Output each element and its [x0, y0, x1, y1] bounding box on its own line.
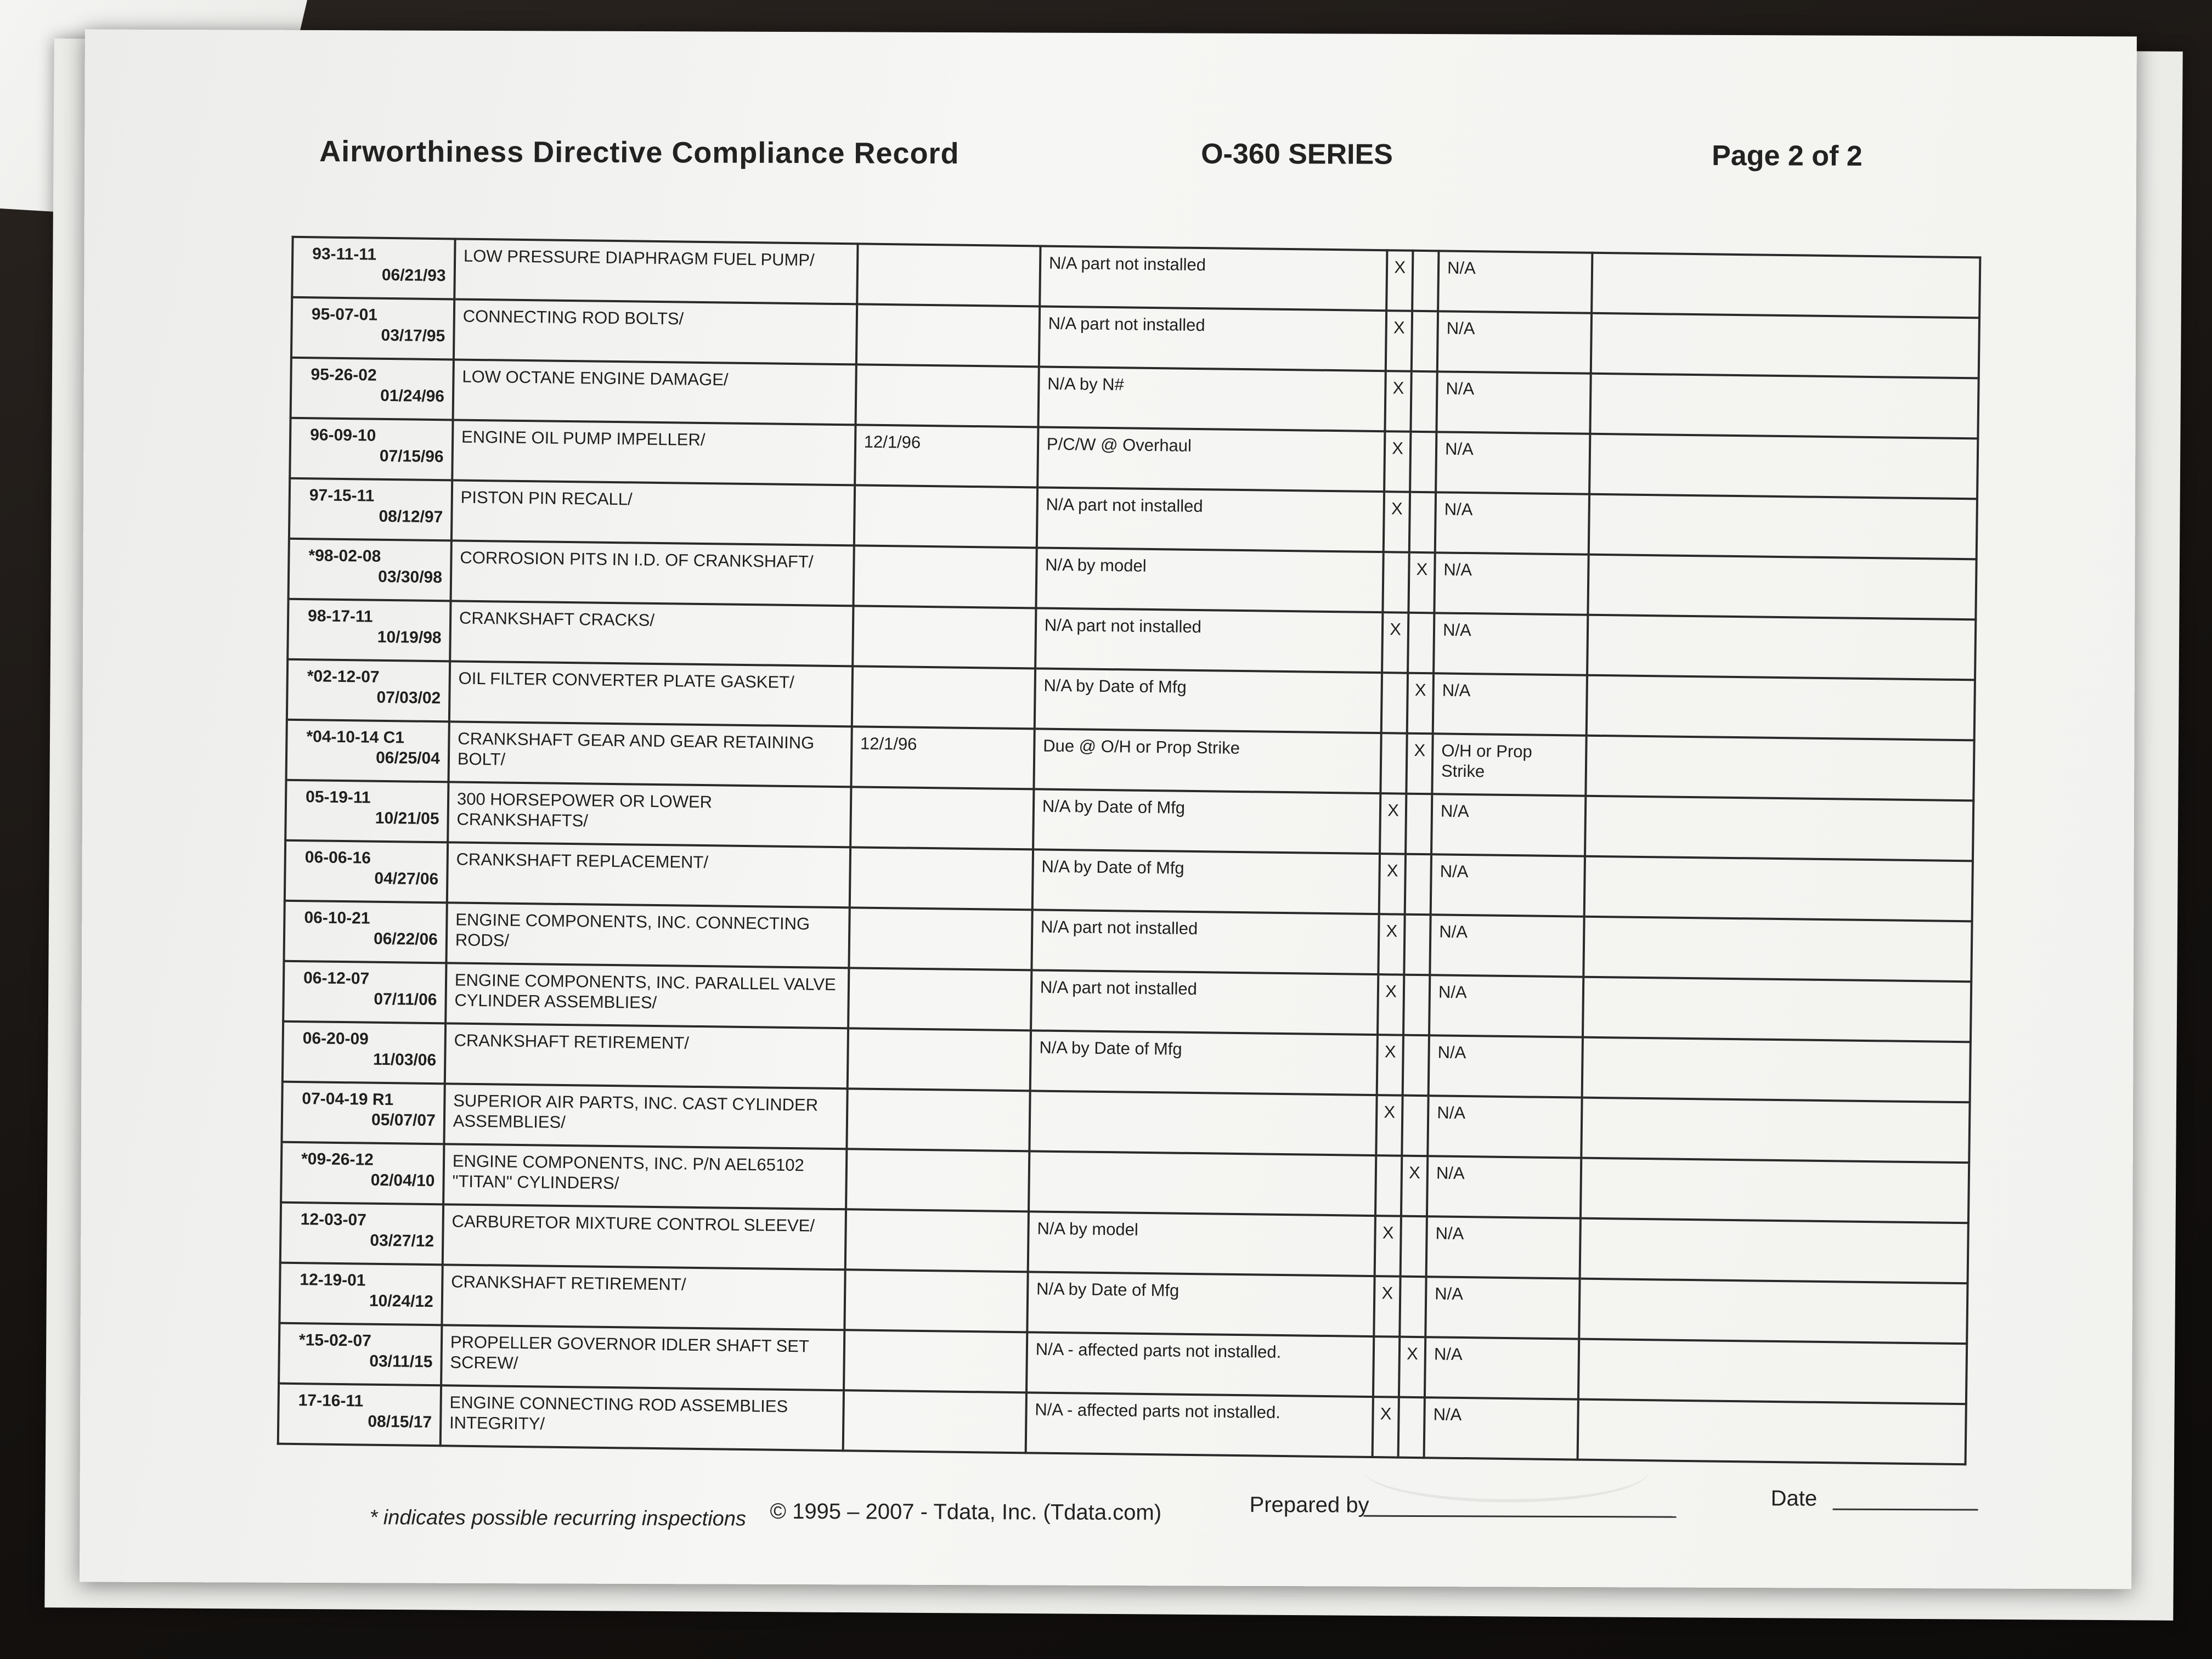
recurring-footnote: * indicates possible recurring inspections [369, 1506, 747, 1531]
one-time-check: X [1386, 250, 1413, 311]
ad-number: 06-10-21 [304, 909, 370, 928]
ad-number-cell [285, 780, 448, 843]
signature-cell [1578, 1339, 1967, 1404]
ad-effective-date: 10/19/98 [377, 628, 442, 647]
compliance-date [853, 545, 1037, 608]
compliance-method: N/A part not installed [1035, 608, 1383, 673]
recurring-check [1412, 251, 1438, 312]
compliance-method [1029, 1091, 1377, 1155]
one-time-check [1380, 733, 1407, 794]
ad-description: CRANKSHAFT REPLACEMENT/ [447, 842, 850, 907]
next-due: N/A [1434, 613, 1588, 675]
ad-description: SUPERIOR AIR PARTS, INC. CAST CYLINDER ASSEMBLIES/ [444, 1084, 847, 1149]
document-title: Airworthiness Directive Compliance Record [319, 134, 960, 171]
one-time-check: X [1378, 974, 1404, 1035]
compliance-date [849, 847, 1033, 910]
signature-cell [1585, 736, 1974, 801]
compliance-method: N/A by Date of Mfg [1030, 1030, 1378, 1095]
signature-cell [1589, 494, 1977, 560]
compliance-method: N/A part not installed [1031, 910, 1379, 974]
signature-cell [1577, 1400, 1966, 1465]
next-due: N/A [1427, 1156, 1581, 1218]
ad-effective-date: 01/24/96 [380, 386, 445, 406]
compliance-method: P/C/W @ Overhaul [1037, 427, 1385, 492]
ad-number: 96-09-10 [310, 426, 376, 445]
signature-cell [1584, 856, 1973, 922]
signature-cell [1592, 253, 1980, 318]
ad-number: 95-07-01 [311, 305, 378, 324]
compliance-date [856, 304, 1040, 366]
recurring-check [1411, 371, 1437, 432]
next-due: N/A [1425, 1337, 1579, 1399]
recurring-check [1401, 1216, 1427, 1277]
ad-description: CRANKSHAFT RETIREMENT/ [442, 1265, 845, 1330]
next-due: N/A [1438, 251, 1592, 313]
compliance-method: N/A part not installed [1040, 246, 1387, 311]
ad-number: 07-04-19 R1 [302, 1090, 394, 1109]
compliance-method: N/A by Date of Mfg [1027, 1272, 1375, 1336]
signature-cell [1590, 374, 1978, 439]
ad-effective-date: 02/04/10 [370, 1171, 435, 1190]
next-due: N/A [1429, 1035, 1583, 1097]
compliance-method: N/A by model [1028, 1211, 1375, 1276]
ad-number: *15-02-07 [298, 1331, 372, 1350]
next-due: N/A [1433, 673, 1587, 735]
compliance-method: N/A - affected parts not installed. [1025, 1392, 1373, 1457]
recurring-check [1412, 311, 1438, 372]
compliance-date [846, 1149, 1030, 1211]
compliance-method: N/A by Date of Mfg [1035, 668, 1383, 733]
ad-effective-date: 11/03/06 [373, 1050, 437, 1070]
document-sheet [80, 29, 2137, 1589]
ad-number: 93-11-11 [312, 245, 377, 264]
one-time-check [1375, 1155, 1402, 1216]
ad-effective-date: 05/07/07 [371, 1110, 436, 1130]
ad-number: 12-19-01 [300, 1271, 366, 1290]
ad-description: ENGINE COMPONENTS, INC. PARALLEL VALVE CYLINDER ASSEMBLIES/ [445, 963, 849, 1028]
signature-cell [1588, 555, 1976, 620]
ad-effective-date: 10/21/05 [375, 809, 439, 828]
compliance-date [849, 907, 1032, 970]
signature-cell [1582, 1037, 1971, 1103]
ad-number: 95-26-02 [311, 365, 377, 385]
compliance-date [853, 606, 1036, 668]
recurring-check [1409, 492, 1436, 553]
ad-effective-date: 06/25/04 [375, 748, 441, 768]
compliance-method: N/A by Date of Mfg [1033, 789, 1381, 854]
ad-number: *09-26-12 [301, 1150, 374, 1169]
recurring-check: X [1406, 733, 1432, 794]
compliance-method: N/A part not installed [1039, 306, 1387, 371]
next-due: N/A [1437, 311, 1592, 373]
ad-description: CORROSION PITS IN I.D. OF CRANKSHAFT/ [450, 540, 854, 606]
compliance-date [847, 1028, 1031, 1091]
compliance-method: N/A - affected parts not installed. [1026, 1332, 1374, 1397]
one-time-check [1373, 1336, 1400, 1397]
prepared-by-label: Prepared by [1249, 1492, 1369, 1517]
date-label: Date [1770, 1486, 1818, 1511]
ad-effective-date: 03/30/98 [377, 567, 443, 587]
ad-description: OIL FILTER CONVERTER PLATE GASKET/ [449, 661, 853, 726]
ad-effective-date: 08/15/17 [368, 1412, 432, 1432]
ad-effective-date: 07/03/02 [376, 688, 441, 708]
one-time-check: X [1384, 492, 1410, 552]
ad-number-cell [279, 1323, 442, 1386]
compliance-date [850, 787, 1034, 849]
ad-description: 300 HORSEPOWER OR LOWER CRANKSHAFTS/ [448, 782, 851, 847]
ad-description: ENGINE CONNECTING ROD ASSEMBLIES INTEGRITY/ [441, 1385, 844, 1451]
ad-description: CARBURETOR MIXTURE CONTROL SLEEVE/ [443, 1204, 846, 1269]
ad-number: *04-10-14 C1 [306, 727, 405, 747]
next-due: N/A [1434, 552, 1588, 614]
next-due: N/A [1425, 1277, 1579, 1339]
ad-description: ENGINE COMPONENTS, INC. P/N AEL65102 "TITAN" CYLINDERS/ [443, 1144, 847, 1209]
ad-number: 06-06-16 [304, 848, 371, 867]
page-number: Page 2 of 2 [1712, 139, 1863, 172]
recurring-check: X [1401, 1156, 1427, 1217]
ad-number-cell [278, 1384, 441, 1446]
recurring-check [1404, 915, 1430, 975]
one-time-check [1381, 673, 1408, 733]
compliance-date [857, 244, 1041, 306]
recurring-check: X [1408, 552, 1435, 613]
compliance-method: N/A part not installed [1031, 970, 1379, 1035]
ad-number-cell [283, 961, 446, 1024]
signature-show-through [1364, 1438, 1649, 1503]
ad-effective-date: 07/15/96 [379, 447, 444, 466]
next-due: N/A [1436, 371, 1590, 433]
ad-number: *02-12-07 [307, 667, 380, 686]
ad-number-cell [280, 1203, 443, 1265]
next-due: N/A [1426, 1216, 1581, 1278]
ad-effective-date: 03/11/15 [369, 1352, 433, 1372]
ad-number-cell [286, 720, 449, 782]
ad-description: LOW PRESSURE DIAPHRAGM FUEL PUMP/ [454, 239, 857, 304]
ad-number-cell [287, 599, 450, 662]
one-time-check: X [1382, 612, 1408, 673]
ad-number-cell [289, 478, 452, 541]
ad-description: CRANKSHAFT CRACKS/ [450, 601, 853, 666]
ad-effective-date: 06/21/93 [381, 266, 446, 285]
compliance-method: Due @ O/H or Prop Strike [1034, 729, 1381, 793]
signature-cell [1581, 1098, 1970, 1163]
one-time-check: X [1377, 1035, 1403, 1096]
prepared-by-line [1364, 1515, 1677, 1518]
recurring-check [1406, 794, 1432, 855]
one-time-check: X [1375, 1216, 1401, 1277]
ad-number: 98-17-11 [307, 607, 373, 626]
next-due: N/A [1436, 432, 1590, 494]
signature-cell [1587, 675, 1975, 741]
signature-cell [1587, 615, 1976, 680]
ad-number: 17-16-11 [298, 1391, 364, 1410]
ad-effective-date: 03/27/12 [370, 1231, 435, 1251]
ad-effective-date: 03/17/95 [381, 326, 445, 346]
signature-cell [1591, 313, 1979, 379]
ad-number-cell [281, 1082, 444, 1144]
one-time-check: X [1386, 311, 1412, 371]
ad-number-cell [291, 358, 454, 420]
compliance-date [847, 1088, 1030, 1151]
ad-number-cell [292, 237, 455, 300]
signature-cell [1585, 796, 1973, 861]
recurring-check [1405, 854, 1431, 915]
compliance-date [844, 1269, 1028, 1332]
one-time-check: X [1384, 431, 1410, 492]
ad-number-cell [291, 297, 454, 360]
ad-number-cell [281, 1142, 444, 1205]
compliance-date: 12/1/96 [851, 726, 1035, 789]
compliance-date [854, 485, 1037, 548]
ad-number-cell [284, 901, 447, 963]
compliance-date [843, 1390, 1026, 1453]
ad-effective-date: 07/11/06 [374, 990, 437, 1009]
ad-number: 06-12-07 [303, 969, 370, 988]
one-time-check [1383, 552, 1409, 613]
compliance-method: N/A by Date of Mfg [1032, 849, 1380, 914]
series-title: O-360 SERIES [1201, 138, 1393, 171]
recurring-check [1402, 1096, 1428, 1156]
signature-cell [1589, 434, 1978, 499]
ad-number-cell [290, 418, 453, 481]
ad-number-cell [287, 659, 450, 722]
next-due: N/A [1435, 492, 1589, 554]
ad-number-cell [289, 539, 452, 601]
compliance-date: 12/1/96 [855, 425, 1039, 487]
recurring-check [1410, 432, 1436, 493]
next-due: N/A [1427, 1096, 1582, 1158]
one-time-check: X [1385, 371, 1412, 432]
recurring-check [1403, 1035, 1429, 1096]
next-due: N/A [1431, 794, 1585, 856]
next-due: N/A [1431, 854, 1585, 916]
compliance-method: N/A part not installed [1037, 487, 1385, 552]
signature-cell [1579, 1218, 1968, 1284]
ad-number: *98-02-08 [308, 546, 381, 566]
next-due: N/A [1424, 1397, 1578, 1459]
recurring-check [1403, 975, 1430, 1036]
signature-cell [1583, 977, 1971, 1042]
next-due: N/A [1429, 975, 1583, 1037]
ad-description: PROPELLER GOVERNOR IDLER SHAFT SET SCREW/ [441, 1325, 844, 1390]
ad-description: PISTON PIN RECALL/ [452, 480, 855, 545]
ad-number: 12-03-07 [300, 1210, 367, 1229]
compliance-method [1029, 1151, 1376, 1216]
ad-effective-date: 04/27/06 [374, 869, 439, 889]
ad-description: CRANKSHAFT RETIREMENT/ [445, 1023, 848, 1088]
one-time-check: X [1373, 1397, 1399, 1458]
compliance-date [855, 364, 1039, 427]
one-time-check: X [1378, 914, 1404, 975]
signature-cell [1579, 1279, 1967, 1344]
compliance-method: N/A by N# [1038, 366, 1386, 431]
ad-number: 97-15-11 [309, 486, 375, 505]
ad-number: 06-20-09 [302, 1029, 369, 1048]
ad-number: 05-19-11 [305, 788, 371, 807]
recurring-check [1408, 613, 1434, 674]
ad-number-cell [279, 1263, 442, 1325]
compliance-date [848, 968, 1032, 1030]
recurring-check: X [1399, 1337, 1425, 1398]
one-time-check: X [1379, 854, 1406, 915]
ad-effective-date: 10/24/12 [369, 1291, 433, 1311]
recurring-check: X [1407, 673, 1434, 734]
ad-number-cell [283, 1022, 445, 1084]
ad-number-cell [285, 840, 448, 903]
one-time-check: X [1376, 1095, 1402, 1156]
ad-effective-date: 08/12/97 [379, 507, 443, 527]
one-time-check: X [1374, 1276, 1400, 1337]
ad-compliance-table [277, 236, 1982, 1465]
compliance-method: N/A by model [1036, 548, 1384, 612]
ad-description: CRANKSHAFT GEAR AND GEAR RETAINING BOLT/ [448, 721, 851, 787]
compliance-date [845, 1209, 1029, 1272]
ad-description: ENGINE COMPONENTS, INC. CONNECTING RODS/ [446, 902, 849, 968]
signature-cell [1581, 1158, 1969, 1223]
next-due: O/H or Prop Strike [1432, 733, 1586, 795]
next-due: N/A [1430, 915, 1584, 977]
ad-description: CONNECTING ROD BOLTS/ [454, 299, 857, 364]
ad-description: ENGINE OIL PUMP IMPELLER/ [452, 420, 855, 485]
date-line [1833, 1509, 1978, 1511]
ad-effective-date: 06/22/06 [373, 929, 438, 949]
document-header [319, 134, 1938, 189]
one-time-check: X [1380, 793, 1406, 854]
recurring-check [1400, 1277, 1426, 1338]
signature-cell [1583, 917, 1972, 982]
copyright-notice: © 1995 – 2007 - Tdata, Inc. (Tdata.com) [770, 1499, 1162, 1525]
compliance-date [851, 666, 1035, 729]
compliance-date [844, 1330, 1028, 1392]
ad-description: LOW OCTANE ENGINE DAMAGE/ [453, 359, 856, 425]
